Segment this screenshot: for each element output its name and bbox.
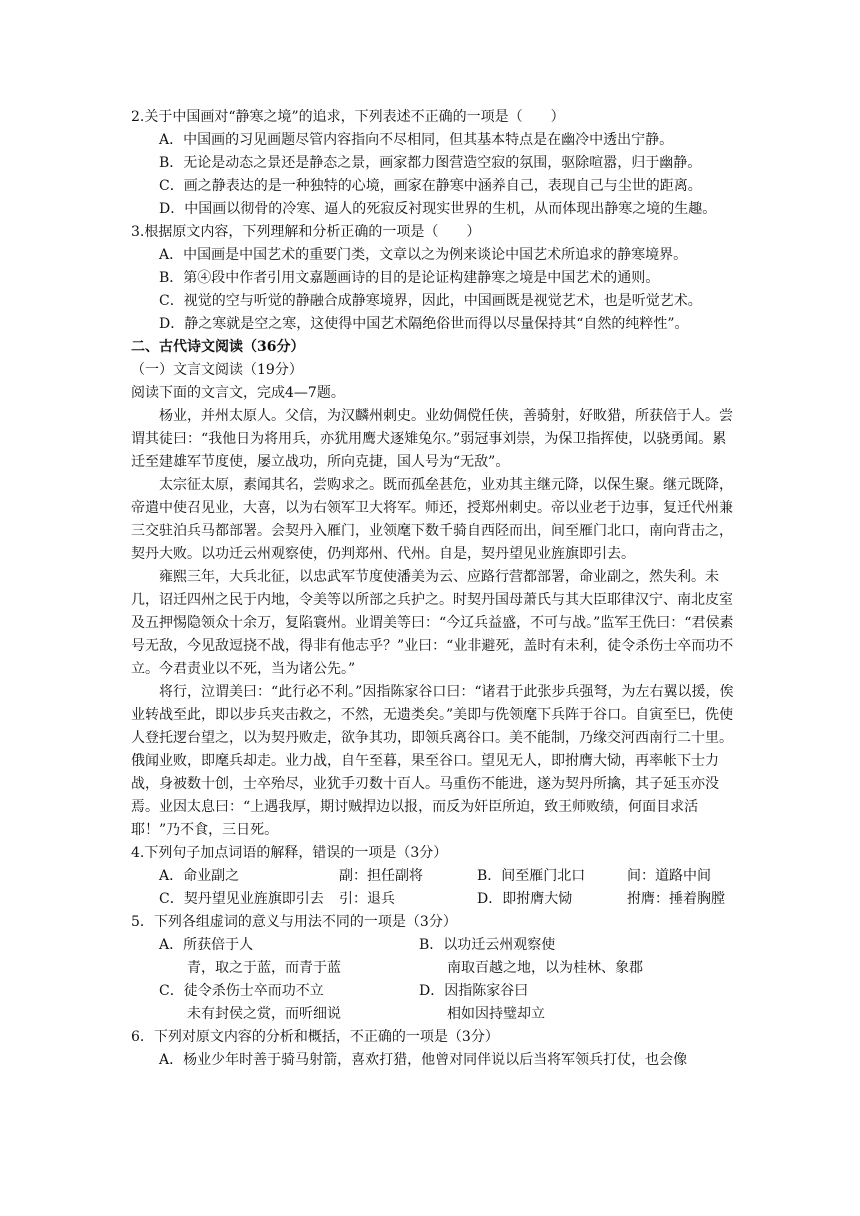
question-2-option-c: C．画之静表达的是一种独特的心境，画家在静寒中涵养自己，表现自己与尘世的距离。 xyxy=(159,178,702,194)
question-5-stem: 5．下列各组虚词的意义与用法不同的一项是（3分） xyxy=(131,914,457,930)
question-4-option-c-gloss: 引：退兵 xyxy=(339,891,395,907)
question-4-row-2 xyxy=(131,888,739,911)
question-3-option-b: B．第④段中作者引用文嘉题画诗的目的是论证构建静寒之境是中国艺术的通则。 xyxy=(159,270,660,286)
question-3-option-c: C．视觉的空与听觉的静融合成静寒境界，因此，中国画既是视觉艺术，也是听觉艺术。 xyxy=(159,293,702,309)
passage-paragraph-2: 太宗征太原，素闻其名，尝购求之。既而孤垒甚危，业劝其主继元降，以保生聚。继元既降，帝遣中使召见业，大喜，以为右领军卫大将军。师还，授郑州刺史。帝以业老于边事，复迁代州兼三交驻泊兵马都部署。会契丹入雁门，业领麾下数千骑自西陉而出，间至雁门北口，南向背击之，契丹大败。以功迁云州观察使，仍判郑州、代州。自是，契丹望见业旌旗即引去。 xyxy=(131,477,733,562)
question-5-row-1 xyxy=(131,934,739,957)
passage-paragraph-4: 将行，泣谓美曰：“此行必不利。”因指陈家谷口曰：“诸君于此张步兵强弩，为左右翼以援，俟业转战至此，即以步兵夹击救之，不然，无遗类矣。”美即与侁领麾下兵阵于谷口。自寅至巳，侁使人登托逻台望之，以为契丹败走，欲争其功，即领兵离谷口。美不能制，乃缘交河西南行二十里。俄闻业败，即麾兵却走。业力战，自午至暮，果至谷口。望见无人，即拊膺大恸，再率帐下士力战，身被数十创，士卒殆尽，业犹手刃数十百人。马重伤不能进，遂为契丹所擒，其子延玉亦没焉。业因太息曰：“上遇我厚，期讨贼捍边以报，而反为奸臣所迫，致王师败绩，何面目求活耶！”乃不食，三日死。 xyxy=(131,684,734,838)
question-5-row-2 xyxy=(131,957,739,980)
question-5-option-d-compare: 相如因持璧却立 xyxy=(447,1006,545,1022)
section-2-subtitle: （一）文言文阅读（19分） xyxy=(131,362,303,378)
question-5-option-c-compare: 未有封侯之赏，而听细说 xyxy=(187,1006,341,1022)
question-4-option-b-gloss: 间：道路中间 xyxy=(627,868,711,884)
question-3-stem: 3.根据原文内容，下列理解和分析正确的一项是（ ） xyxy=(131,224,481,240)
question-5-option-b: B．以功迁云州观察使 xyxy=(419,937,556,953)
question-4-option-d: D．即拊膺大恸 xyxy=(477,891,573,907)
section-2-title: 二、古代诗文阅读（36分） xyxy=(131,339,305,355)
question-5-row-4 xyxy=(131,1003,739,1026)
question-5-option-a: A．所获倍于人 xyxy=(159,937,254,953)
question-5-option-d: D．因指陈家谷曰 xyxy=(419,983,529,999)
section-2-instruction: 阅读下面的文言文，完成4—7题。 xyxy=(131,385,345,401)
question-4-option-c: C．契丹望见业旌旗即引去 xyxy=(159,891,324,907)
question-3-option-d: D．静之寒就是空之寒，这使得中国艺术隔绝俗世而得以尽量保持其“自然的纯粹性”。 xyxy=(159,316,689,332)
question-5-option-b-compare: 南取百越之地，以为桂林、象郡 xyxy=(447,960,643,976)
question-6-option-a: A．杨业少年时善于骑马射箭，喜欢打猎，他曾对同伴说以后当将军领兵打仗，也会像 xyxy=(159,1052,688,1068)
question-2-option-b: B．无论是动态之景还是静态之景，画家都力图营造空寂的氛围，驱除喧嚣，归于幽静。 xyxy=(159,155,702,171)
question-5-option-c: C．徒令杀伤士卒而功不立 xyxy=(159,983,324,999)
question-2-option-d: D．中国画以彻骨的冷寒、逼人的死寂反衬现实世界的生机，从而体现出静寒之境的生趣。 xyxy=(159,201,717,217)
passage-paragraph-1: 杨业，并州太原人。父信，为汉麟州刺史。业幼倜傥任侠，善骑射，好畋猎，所获倍于人。尝谓其徒曰：“我他日为将用兵，亦犹用鹰犬逐雉兔尔。”弱冠事刘崇，为保卫指挥使，以骁勇闻。累迁至建雄军节度使，屡立战功，所向克捷，国人号为“无敌”。 xyxy=(131,408,733,470)
passage-paragraph-3: 雍熙三年，大兵北征，以忠武军节度使潘美为云、应路行营都部署，命业副之，然失利。未几，诏迁四州之民于内地，令美等以所部之兵护之。时契丹国母萧氏与其大臣耶律汉宁、南北皮室及五押惕隐领众十余万，复陷寰州。业谓美等曰：“今辽兵益盛，不可与战。”监军王侁曰：“君侯素号无敌，今见敌逗挠不战，得非有他志乎？”业曰：“业非避死，盖时有未利，徒令杀伤士卒而功不立。今君责业以不死，当为诸公先。” xyxy=(131,569,734,677)
question-4-row-1 xyxy=(131,865,739,888)
question-4-option-d-gloss: 拊膺：捶着胸膛 xyxy=(627,891,725,907)
question-6-stem: 6．下列对原文内容的分析和概括，不正确的一项是（3分） xyxy=(131,1029,499,1045)
question-2-option-a: A．中国画的习见画题尽管内容指向不尽相同，但其基本特点是在幽冷中透出宁静。 xyxy=(159,132,674,148)
question-4-option-b: B．间至雁门北口 xyxy=(477,868,586,884)
question-2-stem: 2.关于中国画对“静寒之境”的追求，下列表述不正确的一项是（ ） xyxy=(131,109,565,125)
question-4-option-a: A．命业副之 xyxy=(159,868,240,884)
page-content xyxy=(131,106,739,1072)
question-4-stem: 4.下列句子加点词语的解释，错误的一项是（3分） xyxy=(131,845,448,861)
question-4-option-a-gloss: 副：担任副将 xyxy=(339,868,423,884)
question-5-row-3 xyxy=(131,980,739,1003)
question-5-option-a-compare: 青，取之于蓝，而青于蓝 xyxy=(187,960,341,976)
question-3-option-a: A．中国画是中国艺术的重要门类，文章以之为例来谈论中国艺术所追求的静寒境界。 xyxy=(159,247,688,263)
